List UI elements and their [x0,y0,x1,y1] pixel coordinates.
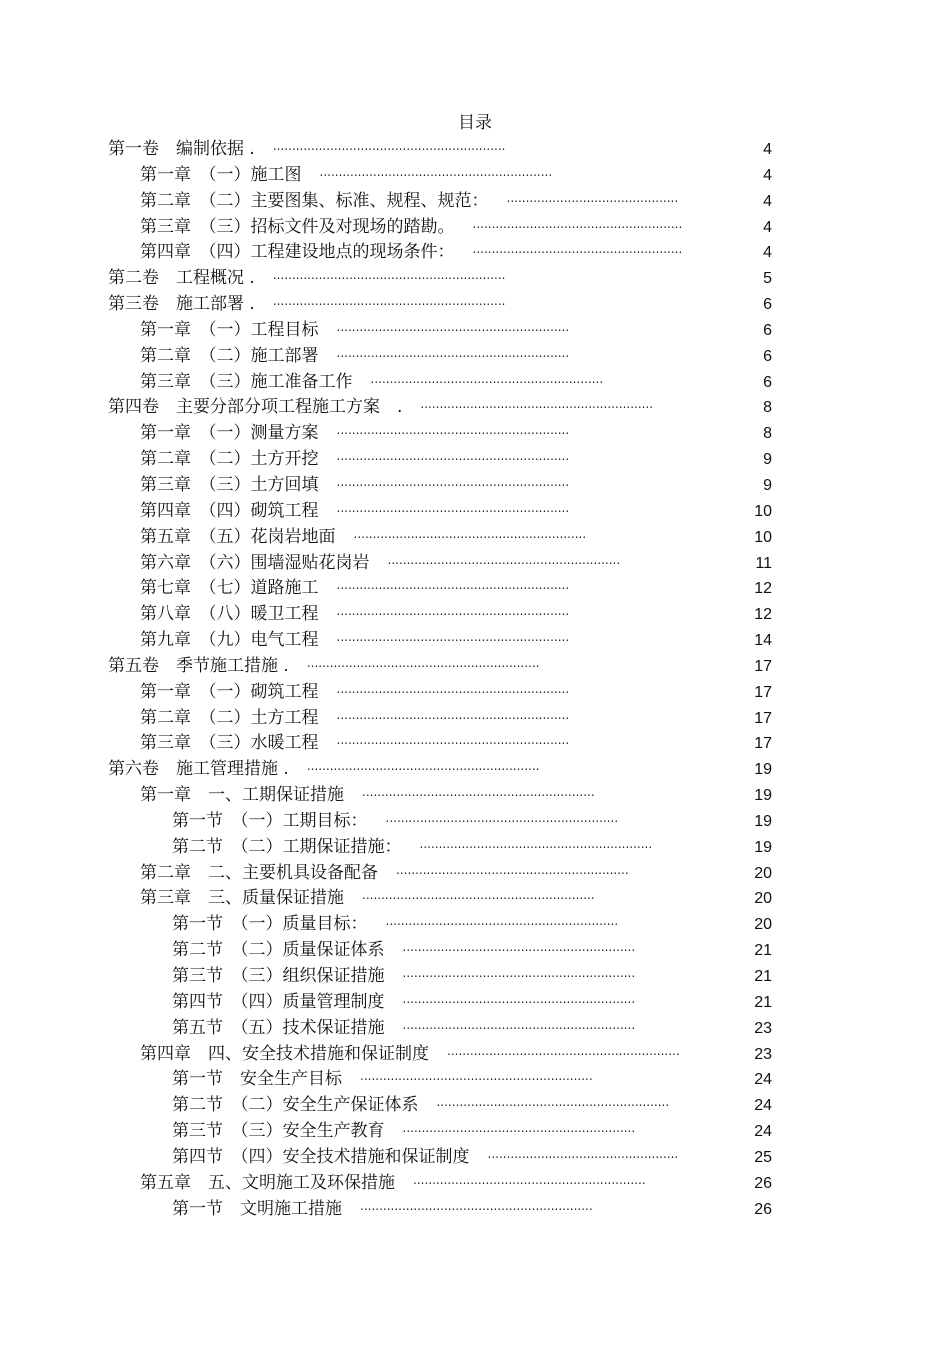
toc-leader-dots: ............................................................. [336,423,570,438]
toc-entry-title: 第一节 （一）质量目标： [172,914,368,935]
toc-page-number: 9 [763,451,772,469]
toc-entry[interactable] [0,163,950,189]
toc-entry-title: 第三节 （三）组织保证措施 [172,966,385,986]
toc-entry-title: 第四章 （四）工程建设地点的现场条件： [140,242,455,263]
toc-entry-title: 第四章 （四）砌筑工程 [140,500,319,521]
toc-page-number: 19 [754,812,772,830]
toc-page-number: 20 [754,864,772,882]
toc-page-number: 6 [763,321,772,339]
toc-leader-dots: ............................................................. [272,268,506,283]
toc-page-number: 19 [754,787,772,805]
toc-entry-title: 第二章 （二）土方工程 [140,707,319,728]
toc-entry-title: 第三卷 施工部署 . [108,294,255,315]
toc-leader-dots: ............................................................. [306,759,540,774]
toc-entry-title: 第六章 （六）围墙湿贴花岗岩 [140,552,370,573]
toc-title: 目录 [458,113,492,133]
toc-entry[interactable] [0,240,950,266]
toc-leader-dots: ............................................................. [336,578,570,593]
toc-page-number: 8 [763,425,772,443]
toc-page-number: 4 [763,218,772,236]
toc-leader-dots: ............................................................. [336,319,570,334]
toc-page-number: 17 [754,657,772,675]
toc-leader-dots: ............................................................. [272,294,506,309]
toc-page-number: 6 [763,347,772,365]
toc-entry-title: 第四卷 主要分部分项工程施工方案 . [108,397,403,418]
toc-page-number: 21 [754,942,772,960]
toc-page-number: 4 [763,166,772,184]
toc-leader-dots: ....................................................... [472,216,683,231]
toc-leader-dots: ............................................................. [402,966,636,980]
toc-leader-dots: ............................................................. [272,139,506,153]
toc-entry-title: 第一章 （一）砌筑工程 [140,681,319,702]
toc-entry-title: 第一节 安全生产目标 [172,1069,342,1090]
toc-page-number: 4 [763,244,772,262]
toc-page-number: 17 [754,709,772,727]
toc-entry-title: 第三章 三、质量保证措施 [140,888,344,909]
toc-page-number: 24 [754,1097,772,1115]
toc-entry[interactable] [0,1197,950,1223]
toc-entry-title: 第二卷 工程概况 . [108,268,255,289]
toc-entry-title: 第一章 （一）测量方案 [140,423,319,444]
toc-entry-title: 第八章 （八）暖卫工程 [140,604,319,625]
toc-leader-dots: ............................................................. [413,1172,646,1187]
toc-leader-dots: ............................................................. [385,810,619,825]
toc-page-number: 10 [754,502,772,520]
toc-leader-dots: ............................................................. [336,733,570,748]
toc-leader-dots: ............................................................. [402,940,636,955]
toc-entry-title: 第三章 （三）水暖工程 [140,733,319,754]
toc-page-number: 26 [754,1200,772,1218]
toc-entry-title: 第一章 （一）施工图 [140,164,302,185]
toc-leader-dots: ....................................................... [472,242,683,257]
toc-page-number: 23 [754,1045,772,1063]
toc-entry-title: 第六卷 施工管理措施 . [108,759,289,780]
toc-page-number: 24 [754,1071,772,1089]
toc-entry-title: 第三章 （三）施工准备工作 [140,371,353,392]
toc-entry-title: 第二章 二、主要机具设备配备 [140,862,378,883]
toc-leader-dots: ............................................................. [336,630,570,645]
toc-page-number: 9 [763,476,772,494]
toc-page-number: 19 [754,761,772,779]
toc-leader-dots: ............................................................. [362,785,595,800]
toc-leader-dots: ............................................................. [336,474,570,489]
toc-leader-dots: ............................................................. [402,991,636,1006]
toc-leader-dots: ............................................................. [336,449,570,464]
toc-leader-dots: ............................................................. [387,552,621,567]
toc-leader-dots: ............................................................. [385,914,619,929]
toc-page-number: 12 [754,580,772,598]
toc-leader-dots: ............................................................. [336,345,570,360]
toc-leader-dots: ............................................................. [396,862,629,877]
toc-entry-title: 第二节 （二）安全生产保证体系 [172,1095,419,1116]
toc-entry-title: 第五章 五、文明施工及环保措施 [140,1172,395,1193]
toc-page-number: 21 [754,968,772,985]
toc-page-number: 12 [754,606,772,624]
toc-page-number: 24 [754,1123,772,1141]
toc-leader-dots: ............................................................. [420,397,654,412]
toc-leader-dots: ............................................................. [370,371,604,386]
toc-entry-title: 第七章 （七）道路施工 [140,578,319,599]
toc-page-number: 5 [763,270,772,288]
toc-page-number: 4 [763,141,772,158]
toc-entry[interactable] [0,1119,950,1145]
toc-entry-title: 第一节 文明施工措施 [172,1198,342,1219]
toc-entry-title: 第五卷 季节施工措施 . [108,655,289,676]
toc-entry-title: 第四节 （四）质量管理制度 [172,991,385,1012]
toc-page-number: 26 [754,1174,772,1192]
toc-entry-title: 第二章 （二）土方开挖 [140,449,319,470]
toc-page-number: 11 [755,554,772,572]
toc-page-number: 10 [754,528,772,546]
toc-leader-dots: ............................................................. [402,1121,636,1136]
toc-leader-dots: ............................................................. [360,1069,593,1084]
toc-entry-title: 第九章 （九）电气工程 [140,630,319,651]
toc-entry-title: 第一卷 编制依据 . [108,139,255,159]
toc-leader-dots: ............................................................. [360,1198,593,1213]
toc-leader-dots: ............................................................. [436,1095,670,1110]
toc-leader-dots: .................................................. [487,1146,679,1161]
toc-entry-title: 第二章 （二）主要图集、标准、规程、规范： [140,190,489,211]
toc-page-number: 14 [754,632,772,650]
toc-entry-title: 第一章 一、工期保证措施 [140,785,344,806]
toc-entry-title: 第一节 （一）工期目标： [172,810,368,831]
toc-entry[interactable] [0,266,950,292]
toc-leader-dots: ............................................................. [419,836,653,851]
toc-leader-dots: ............................................................. [336,500,570,515]
toc-entry-title: 第一章 （一）工程目标 [140,319,319,340]
toc-leader-dots: ............................................................. [402,1017,636,1032]
toc-page-number: 6 [763,373,772,391]
toc-entry-title: 第五章 （五）花岗岩地面 [140,526,336,547]
toc-page-number: 17 [754,683,772,701]
toc-entry-title: 第三节 （三）安全生产教育 [172,1121,385,1142]
toc-entry-title: 第五节 （五）技术保证措施 [172,1017,385,1038]
toc-leader-dots: ............................................. [506,190,679,205]
toc-leader-dots: ............................................................. [336,604,570,619]
toc-leader-dots: ............................................................. [362,888,595,903]
toc-entry-title: 第三章 （三）招标文件及对现场的踏勘。 [140,216,455,237]
toc-entry-title: 第四章 四、安全技术措施和保证制度 [140,1043,429,1064]
toc-page-number: 25 [754,1148,772,1166]
toc-leader-dots: ............................................................. [336,707,570,722]
toc-page-number: 20 [754,916,772,934]
toc-entry-title: 第三章 （三）土方回填 [140,474,319,495]
toc-entry-title: 第二节 （二）质量保证体系 [172,940,385,961]
toc-list [0,137,950,1222]
toc-page-number: 19 [754,838,772,856]
toc-leader-dots: ............................................................. [336,681,570,696]
toc-page-number: 21 [754,993,772,1011]
toc-leader-dots: ............................................................. [306,655,540,670]
toc-page-number: 8 [763,399,772,417]
toc-page-number: 17 [754,735,772,753]
toc-entry-title: 第二节 （二）工期保证措施： [172,836,402,857]
toc-entry-title: 第四节 （四）安全技术措施和保证制度 [172,1146,470,1167]
toc-page-number: 23 [754,1019,772,1037]
toc-page-number: 6 [763,296,772,314]
toc-entry-title: 第二章 （二）施工部署 [140,345,319,366]
toc-leader-dots: ............................................................. [353,526,587,541]
toc-leader-dots: ............................................................. [447,1043,680,1058]
toc-leader-dots: ............................................................. [319,164,553,179]
toc-page-number: 20 [754,890,772,908]
toc-page-number: 4 [763,192,772,210]
